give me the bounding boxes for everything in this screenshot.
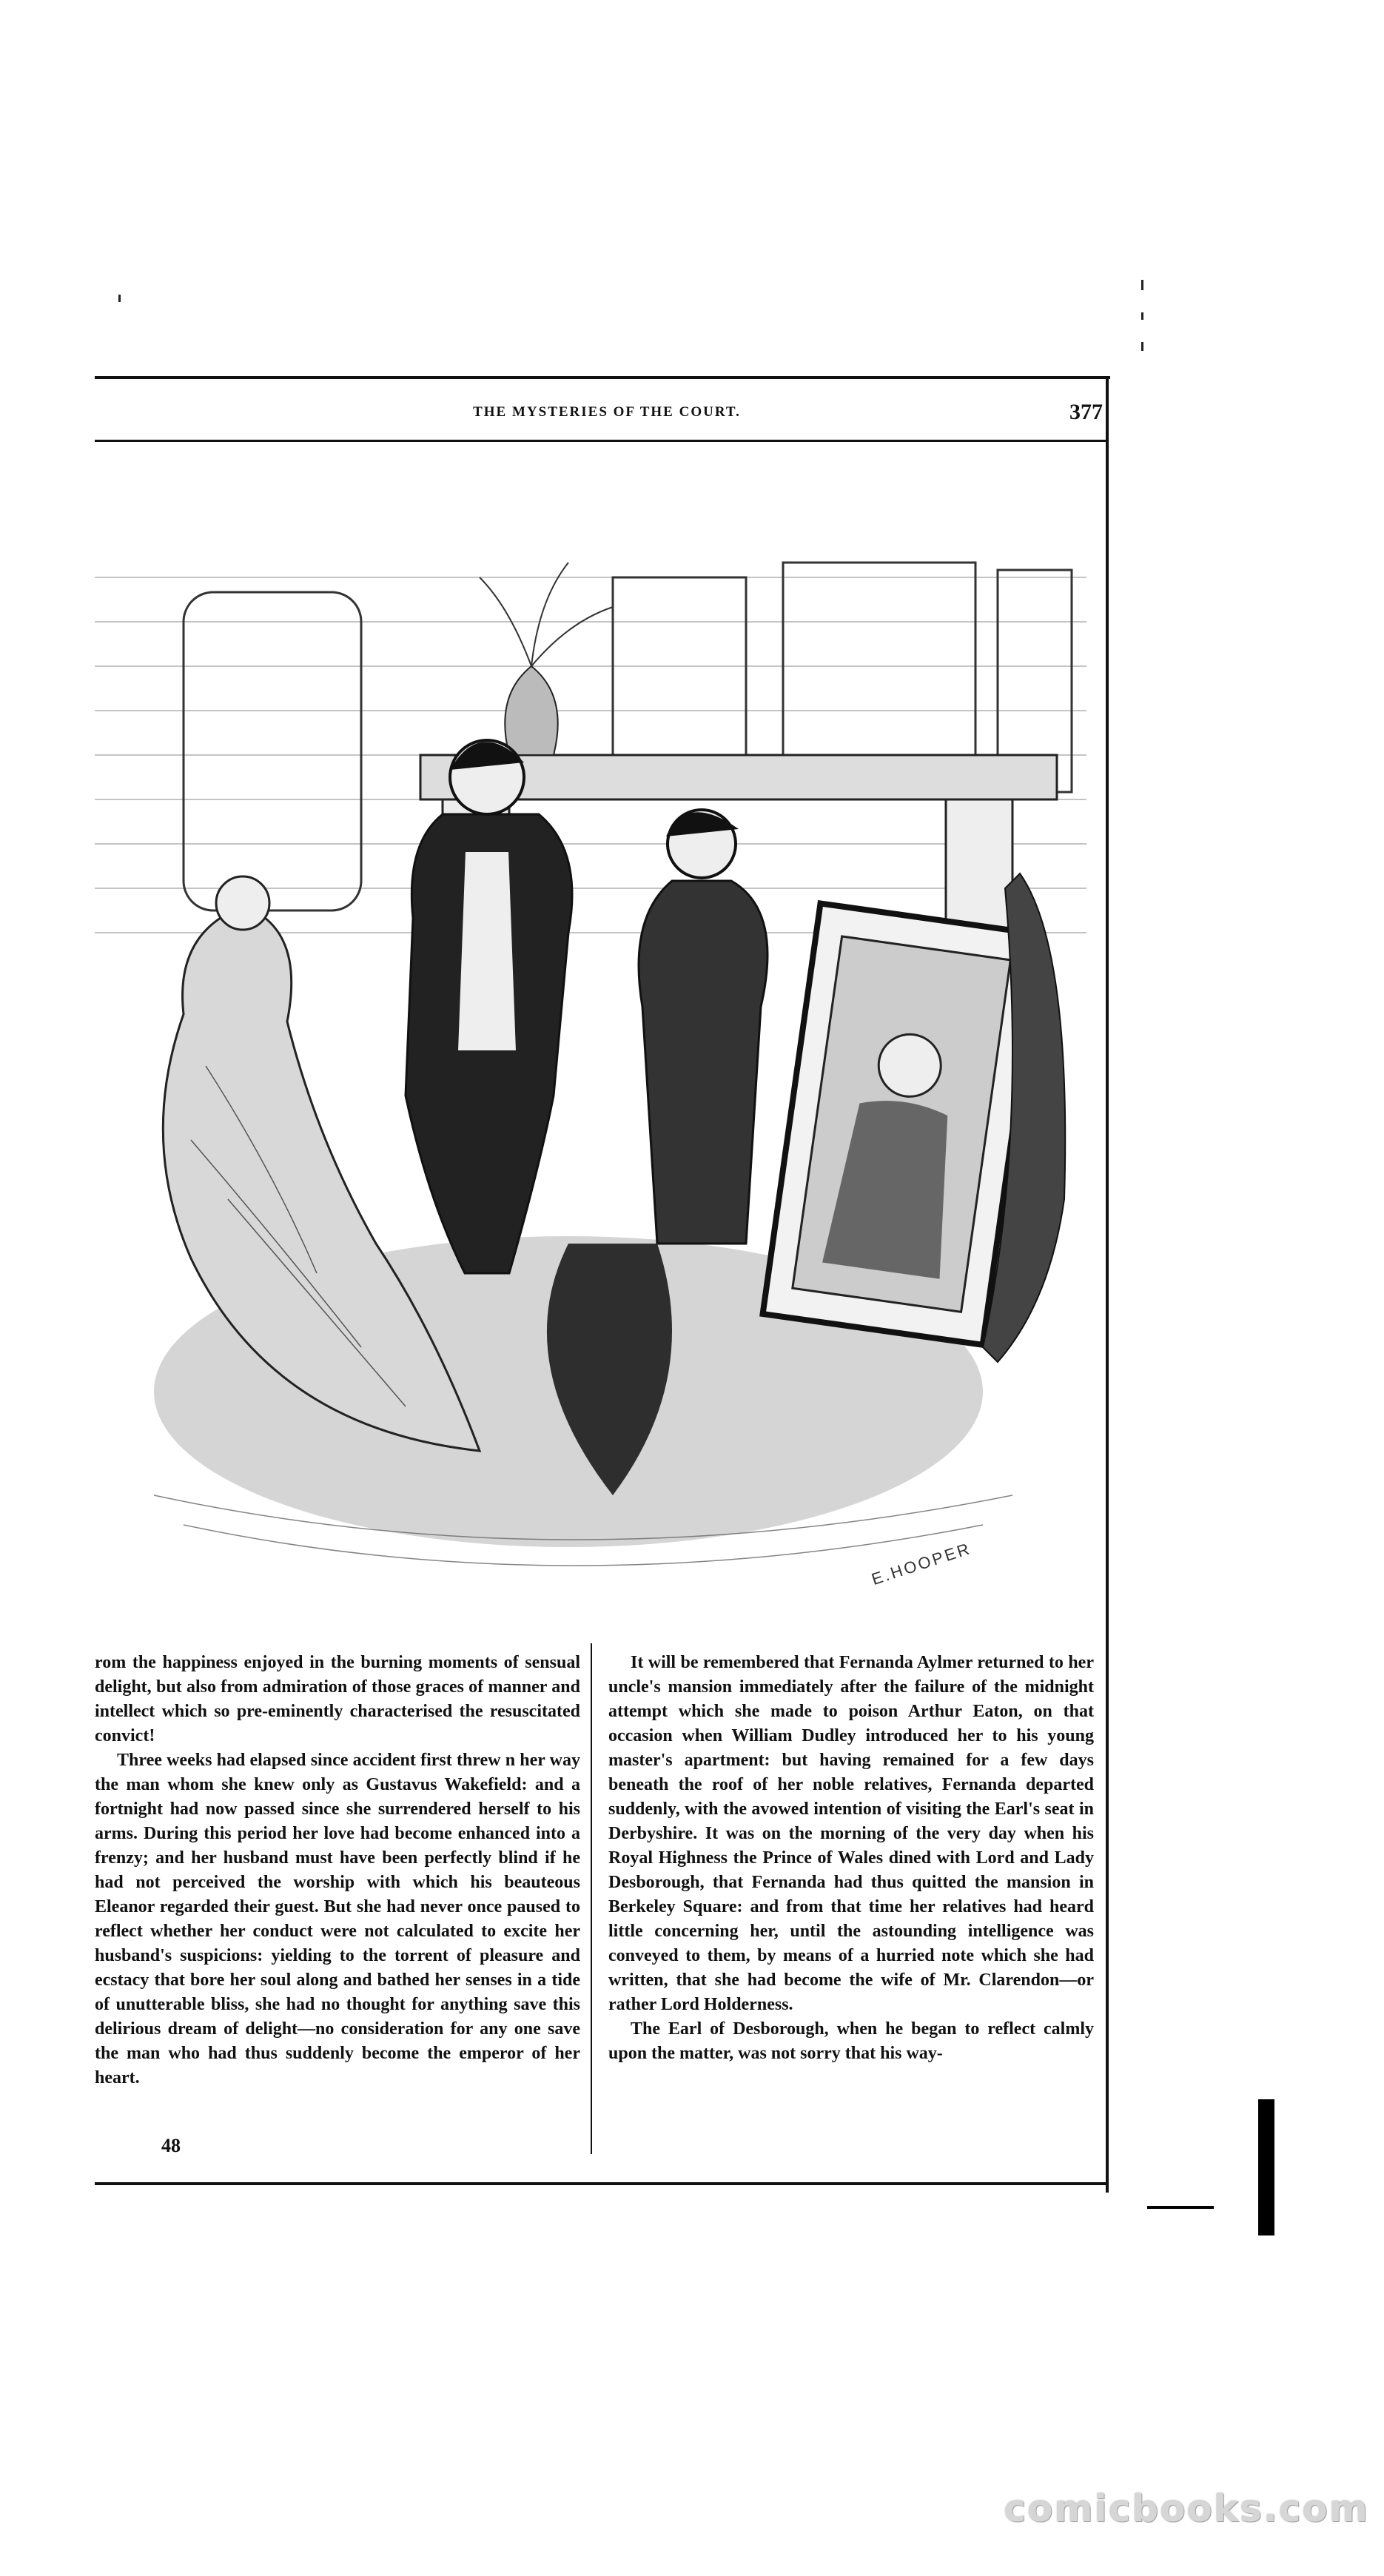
paragraph: rom the happiness enjoyed in the burning moments of sensual delight, but also from admiration of those graces of manner and intellect which so pre-eminently characterised the resuscitated convict! (95, 1653, 580, 1745)
top-rule (95, 376, 1110, 379)
paragraph: Three weeks had elapsed since accident first threw n her way the man whom she knew only as Gustavus Wakefield: and a fortnight had now passed since she surrendered herself to his arms. During this period her love had become enhanced into a frenzy; and her husband must have been perfectly blind if he had not perceived the worship with which his beauteous Eleanor regarded their guest. But she had never once paused to reflect whether her conduct were not calculated to excite her husband's suspicions: yielding to the torrent of pleasure and ecstacy that bore her soul along and bathed her senses in a tide of unutterable bliss, she had no thought for anything save this delirious dream of delight—no consideration for any one save the man who had thus suddenly become the emperor of her heart. (95, 1751, 580, 2087)
right-margin-rule (1106, 376, 1109, 2193)
column-divider (591, 1643, 592, 2154)
scan-speck (1141, 280, 1143, 290)
paragraph: The Earl of Desborough, when he began to reflect calmly upon the matter, was not sorry that his way- (608, 2019, 1094, 2063)
paragraph: It will be remembered that Fernanda Aylmer returned to her uncle's mansion immediately after the failure of the midnight attempt which she made to poison Arthur Eaton, on that occasion when William Dudley introduced her to his young master's apartment: but having remained for a few days beneath the roof of her noble relatives, Fernanda departed suddenly, with the avowed intention of visiting the Earl's seat in Derbyshire. It was on the morning of the very day when his Royal Highness the Prince of Wales dined with Lord and Lady Desborough, that Fernanda had thus quitted the mansion in Berkeley Square: and from that time her relatives had heard little concerning her, until the astounding intelligence was conveyed to them, by means of a hurried note which she had written, that she had become the wife of Mr. Clarendon—or rather Lord Holderness. (608, 1653, 1094, 2014)
scan-speck (1141, 342, 1143, 351)
running-head: THE MYSTERIES OF THE COURT. (473, 404, 741, 420)
signature-mark: 48 (161, 2135, 181, 2156)
scan-edge-mark (1258, 2099, 1274, 2235)
left-text-column (95, 1651, 580, 2090)
engraving-illustration (95, 533, 1086, 1614)
header-rule (95, 440, 1106, 442)
scan-speck (118, 295, 121, 302)
page-number: 377 (1069, 400, 1103, 424)
right-text-column (608, 1651, 1094, 2066)
bottom-rule (95, 2182, 1109, 2185)
scan-edge-dash (1147, 2206, 1214, 2209)
engraver-signature: E.HOOPER (869, 1538, 974, 1589)
scan-speck (1141, 312, 1143, 320)
watermark: comicbooks.com (1004, 2487, 1369, 2530)
